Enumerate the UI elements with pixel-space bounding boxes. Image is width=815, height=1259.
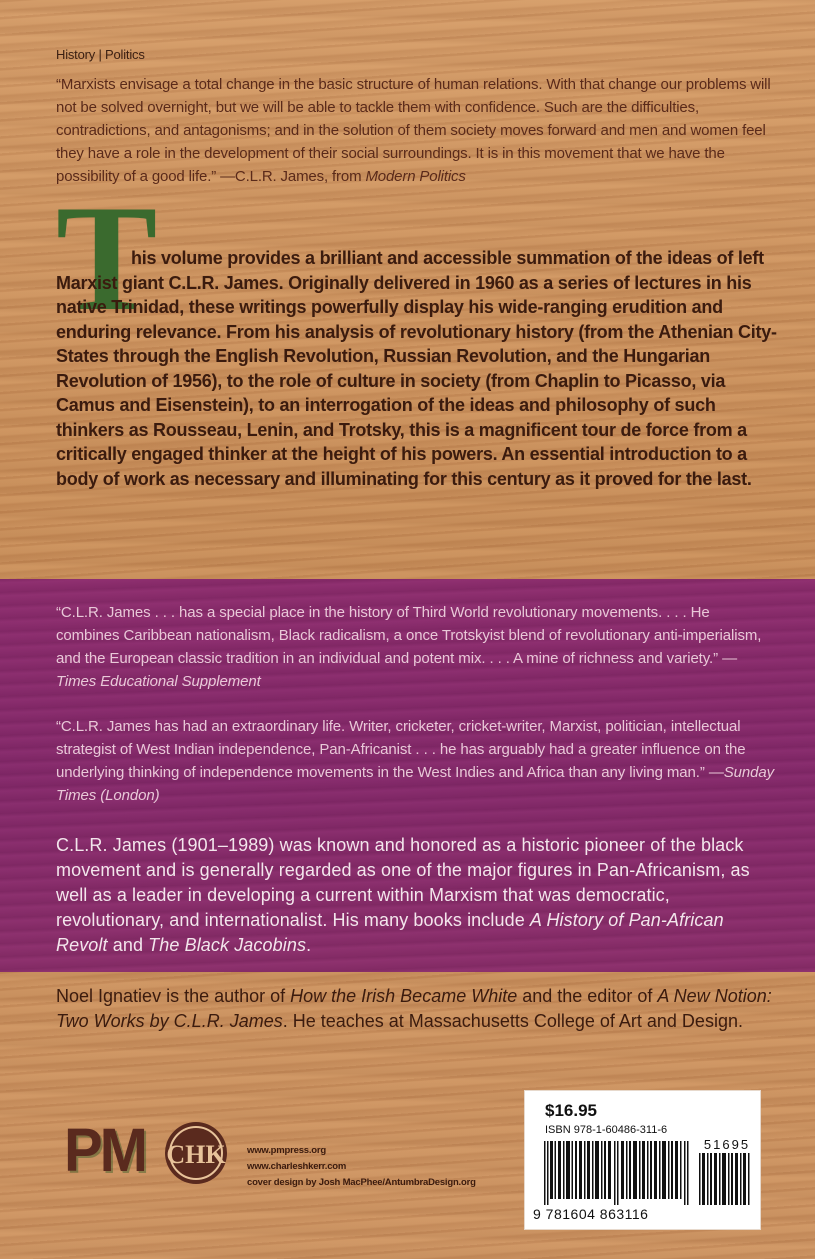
- pm-press-logo: PM: [64, 1116, 145, 1185]
- price-label: $16.95: [545, 1101, 597, 1120]
- ean-digits: 9 781604 863116: [533, 1206, 649, 1222]
- publisher-links: [247, 1143, 476, 1191]
- description-text: his volume provides a brilliant and accessible summation of the ideas of left Marxist giant C.L.R. James. Originally delivered in 1960 as a series of lectures in his native Trinidad, these writings powerfully display his wide-ranging erudition and enduring relevance. From his analysis of revolutionary history (from the Athenian City-States through the English Revolution, Russian Revolution, and the Hungarian Revolution of 1956), to the role of culture in society (from Chaplin to Picasso, via Camus and Eisenstein), to an interrogation of the ideas and philosophy of such thinkers as Rousseau, Lenin, and Trotsky, this is a magnificent tour de force from a critically engaged thinker at the height of his powers. An essential introduction to a body of work as necessary and illuminating for this century as it proved for the last.: [56, 248, 777, 489]
- barcode-box: [524, 1090, 761, 1230]
- book-description: [56, 246, 788, 491]
- category-label: History | Politics: [56, 47, 145, 62]
- isbn-label: ISBN 978-1-60486-311-6: [545, 1124, 668, 1136]
- drop-cap: T: [56, 174, 158, 342]
- review-source: Sunday Times (London): [56, 764, 774, 804]
- epigraph-quote: [56, 73, 776, 188]
- book-title: A History of Pan-African Revolt: [56, 910, 724, 955]
- pm-press-link[interactable]: www.pmpress.org: [247, 1145, 326, 1156]
- cover-design-credit: cover design by Josh MacPhee/AntumbraDesign.org: [247, 1177, 476, 1188]
- barcode-icon: [544, 1141, 690, 1205]
- review-quote: [56, 601, 776, 693]
- book-title: A New Notion: Two Works by C.L.R. James: [56, 986, 772, 1031]
- epigraph-text: “Marxists envisage a total change in the basic structure of human relations. With that change our problems will not be solved overnight, but we will be able to tackle them with confidence. Such are the difficulties, contradictions, and antagonisms; and in the solution of them society moves forward and men and women feel they have a role in the development of their social surroundings. It is in this movement that we have the possibility of a good life.” —C.L.R. James, from: [56, 76, 771, 185]
- book-title: How the Irish Became White: [290, 986, 518, 1006]
- charles-kerr-logo-icon: [163, 1120, 229, 1186]
- charles-kerr-link[interactable]: www.charleshkerr.com: [247, 1161, 347, 1172]
- epigraph-source: Modern Politics: [365, 168, 466, 185]
- kerr-logo-text: CHK: [166, 1140, 226, 1169]
- review-text: “C.L.R. James . . . has a special place in the history of Third World revolutionary movements. . . . He combines Caribbean nationalism, Black radicalism, a once Trotskyist blend of revolutionary anti-imperialism, and the European classic tradition in an individual and potent mix. . . . A mine of richness and variety.” —: [56, 604, 762, 667]
- price-addon-digits: 51695: [703, 1137, 751, 1152]
- addon-barcode-icon: [699, 1153, 751, 1205]
- review-text: “C.L.R. James has had an extraordinary life. Writer, cricketer, cricket-writer, Marxist, politician, intellectual strategist of West Indian independence, Pan-Africanist . . . he has arguably had a greater influence on the underlying thinking of independence movements in the West Indies and Africa than any living man.” —: [56, 718, 746, 781]
- book-title: The Black Jacobins: [148, 935, 307, 955]
- review-quote: [56, 715, 776, 807]
- author-bio: C.L.R. James (1901–1989) was known and honored as a historic pioneer of the black movement and is generally regarded as one of the major figures in Pan-Africanism, as well as a leader in developing a current within Marxism that was democratic, revolutionary, and internationalist. His many books include A History of Pan-African Revolt and The Black Jacobins.: [56, 835, 750, 955]
- editor-bio: Noel Ignatiev is the author of How the Irish Became White and the editor of A New Notion: Two Works by C.L.R. James. He teaches at Massachusetts College of Art and Design.: [56, 986, 772, 1031]
- review-source: Times Educational Supplement: [56, 673, 261, 690]
